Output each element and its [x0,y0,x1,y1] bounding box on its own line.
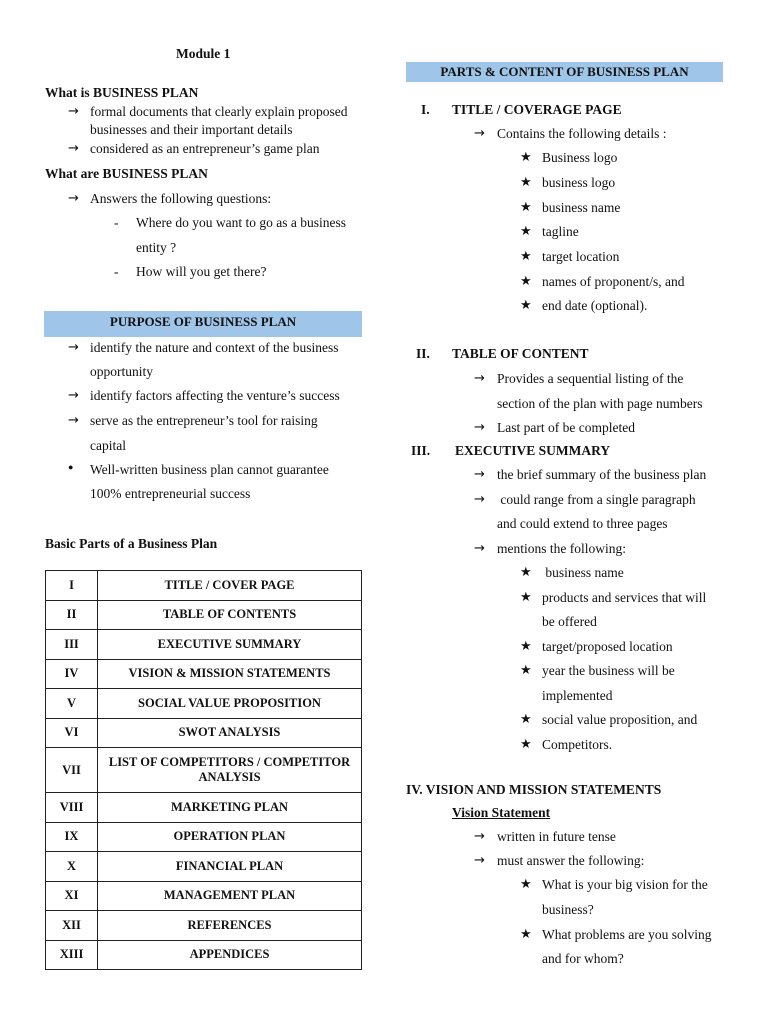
row-number: XIII [46,940,98,970]
arrow-icon: → [474,126,485,141]
star-item: business name [542,200,621,215]
star-icon: ★ [520,712,532,727]
arrow-icon: → [68,340,79,355]
table-row [46,793,362,823]
row-part: REFERENCES [98,911,362,941]
star-item: end date (optional). [542,298,648,313]
row-number: II [46,600,98,630]
purpose-item: opportunity [90,364,153,379]
arrow-icon: → [68,104,79,119]
arrow-icon: → [474,420,485,435]
row-part: SWOT ANALYSIS [98,718,362,748]
what-are-heading: What are BUSINESS PLAN [45,166,208,181]
star-item: Competitors. [542,737,613,752]
question-item: entity ? [136,240,177,255]
row-part: TITLE / COVER PAGE [98,571,362,601]
section-title: IV. VISION AND MISSION STATEMENTS [406,782,662,797]
star-icon: ★ [520,200,532,215]
section-number: III. [411,443,431,458]
purpose-item: identify the nature and context of the business [90,340,339,355]
star-item: What is your big vision for the [542,877,708,892]
row-number: X [46,852,98,882]
star-item: social value proposition, and [542,712,698,727]
purpose-item: serve as the entrepreneur’s tool for raising [90,413,318,428]
purpose-item: identify factors affecting the venture’s success [90,388,340,403]
section-number: II. [416,346,430,361]
bullet-icon: ● [68,462,74,472]
star-item: and for whom? [542,951,624,966]
star-item: products and services that will [542,590,707,605]
star-icon: ★ [520,877,532,892]
star-icon: ★ [520,249,532,264]
purpose-banner: PURPOSE OF BUSINESS PLAN [44,311,362,337]
table-row [46,600,362,630]
star-item: year the business will be [542,663,675,678]
star-icon: ★ [520,639,532,654]
purpose-item: capital [90,438,126,453]
arrow-icon: → [474,371,485,386]
row-part: LIST OF COMPETITORS / COMPETITOR ANALYSIS [98,748,362,793]
star-icon: ★ [520,298,532,313]
purpose-item: Well-written business plan cannot guarantee [90,462,329,477]
star-item: business? [542,902,594,917]
star-icon: ★ [520,737,532,752]
parts-content-banner: PARTS & CONTENT OF BUSINESS PLAN [406,62,723,82]
row-number: III [46,630,98,660]
vision-subheading [452,805,550,821]
row-part: TABLE OF CONTENTS [98,600,362,630]
table-row [46,571,362,601]
basic-parts-heading: Basic Parts of a Business Plan [45,536,218,551]
list-item: written in future tense [497,829,616,844]
star-item: implemented [542,688,613,703]
dash-icon: - [114,264,119,279]
list-item: Last part of be completed [497,420,635,435]
question-item: How will you get there? [136,264,267,279]
star-icon: ★ [520,565,532,580]
question-item: Where do you want to go as a business [136,215,346,230]
table-row [46,940,362,970]
row-number: IV [46,659,98,689]
star-item: business name [542,565,624,580]
purpose-item: 100% entrepreneurial success [90,486,251,501]
arrow-icon: → [474,853,485,868]
row-number: VIII [46,793,98,823]
star-item: business logo [542,175,616,190]
row-number: XII [46,911,98,941]
arrow-icon: → [474,492,485,507]
table-row [46,852,362,882]
row-number: IX [46,822,98,852]
star-item: tagline [542,224,579,239]
section-number: I. [421,102,430,117]
list-item: section of the plan with page numbers [497,396,703,411]
list-item: Answers the following questions: [90,191,272,206]
row-part: VISION & MISSION STATEMENTS [98,659,362,689]
star-icon: ★ [520,927,532,942]
arrow-icon: → [68,191,79,206]
list-item: mentions the following: [497,541,626,556]
section-title: EXECUTIVE SUMMARY [455,443,611,458]
star-item: be offered [542,614,597,629]
section-title: TITLE / COVERAGE PAGE [452,102,622,117]
row-part: MARKETING PLAN [98,793,362,823]
module-title: Module 1 [176,46,231,61]
dash-icon: - [114,215,119,230]
star-item: Business logo [542,150,618,165]
row-part: MANAGEMENT PLAN [98,881,362,911]
list-item: Contains the following details : [497,126,667,141]
star-item: What problems are you solving [542,927,712,942]
row-number: V [46,689,98,719]
star-icon: ★ [520,274,532,289]
star-item: target location [542,249,620,264]
row-number: VI [46,718,98,748]
list-item: could range from a single paragraph [497,492,696,507]
list-item: must answer the following: [497,853,645,868]
table-row [46,718,362,748]
star-icon: ★ [520,150,532,165]
table-row [46,881,362,911]
basic-parts-table [45,570,362,970]
arrow-icon: → [474,467,485,482]
row-part: OPERATION PLAN [98,822,362,852]
what-is-heading: What is BUSINESS PLAN [45,85,199,100]
row-part: EXECUTIVE SUMMARY [98,630,362,660]
list-item: Provides a sequential listing of the [497,371,684,386]
vision-subheading-text: Vision Statement [452,805,551,820]
arrow-icon: → [474,541,485,556]
arrow-icon: → [68,413,79,428]
list-item: formal documents that clearly explain proposed [90,104,348,119]
star-item: names of proponent/s, and [542,274,685,289]
arrow-icon: → [474,829,485,844]
table-row [46,630,362,660]
arrow-icon: → [68,388,79,403]
star-icon: ★ [520,663,532,678]
star-item: target/proposed location [542,639,673,654]
star-icon: ★ [520,590,532,605]
section-title: TABLE OF CONTENT [452,346,589,361]
row-number: I [46,571,98,601]
table-row [46,911,362,941]
list-item: businesses and their important details [90,122,293,137]
row-number: XI [46,881,98,911]
arrow-icon: → [68,141,79,156]
table-row [46,689,362,719]
table-row [46,822,362,852]
table-row [46,659,362,689]
list-item: the brief summary of the business plan [497,467,707,482]
row-part: SOCIAL VALUE PROPOSITION [98,689,362,719]
table-row [46,748,362,793]
star-icon: ★ [520,175,532,190]
row-part: APPENDICES [98,940,362,970]
star-icon: ★ [520,224,532,239]
row-part: FINANCIAL PLAN [98,852,362,882]
list-item: considered as an entrepreneur’s game plan [90,141,320,156]
row-number: VII [46,748,98,793]
list-item: and could extend to three pages [497,516,668,531]
